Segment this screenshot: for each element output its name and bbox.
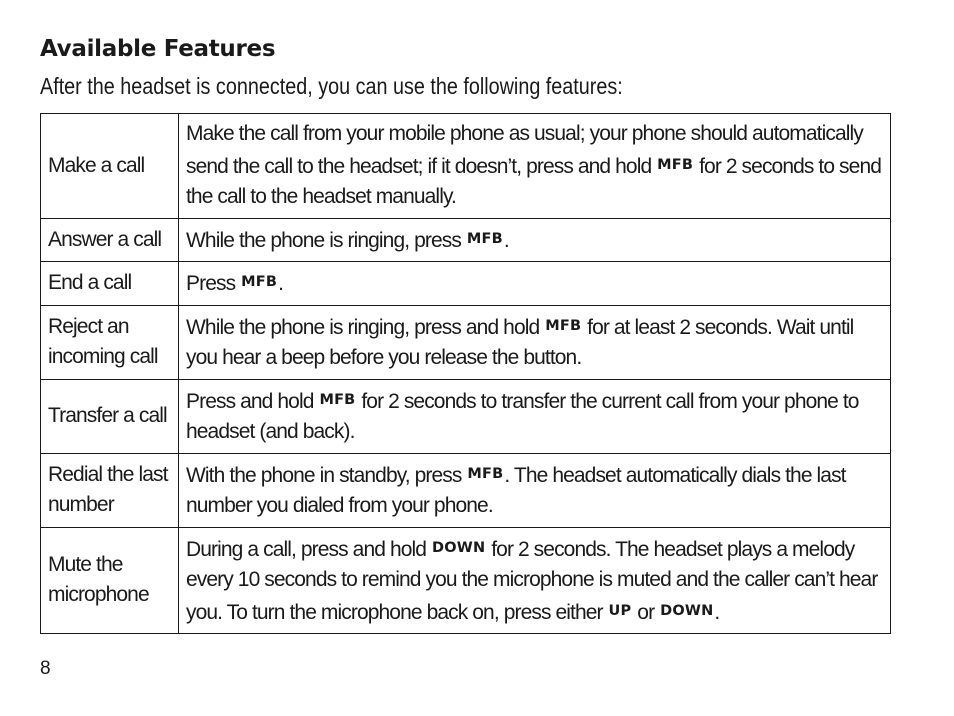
button-key-label: MFB (545, 317, 582, 334)
description-text: While the phone is ringing, press (186, 228, 466, 252)
table-row (41, 114, 891, 219)
feature-description (179, 114, 891, 219)
features-table-body (41, 114, 891, 634)
description-text: for 2 seconds. The headset plays a melody every 10 seconds to remind you the microphone is muted and the caller can’t hear you. To turn the microphone back on, press either (186, 537, 878, 624)
feature-name: End a call (41, 262, 179, 306)
button-key-label: MFB (319, 391, 356, 408)
feature-description (179, 262, 891, 306)
page-intro: After the headset is connected, you can use the following features: (40, 73, 623, 99)
feature-name: Answer a call (41, 218, 179, 262)
feature-description (179, 379, 891, 453)
description-text: Press (186, 272, 241, 295)
description-text: . (714, 600, 720, 624)
description-text: Make the call from your mobile phone as usual; your phone should automatically send the call to the headset; if it doesn’t, press and hold (186, 122, 863, 178)
features-table (40, 113, 891, 634)
page-number: 8 (40, 658, 51, 679)
description-text: or (632, 600, 660, 624)
description-text: for 2 seconds to transfer the current call from your phone to headset (and back). (186, 389, 859, 443)
description-text: Press and hold (186, 389, 319, 413)
feature-name: Redial the last number (41, 453, 179, 527)
button-key-label: DOWN (660, 602, 714, 619)
description-text: for at least 2 seconds. Wait until you hear a beep before you release the button. (186, 315, 854, 369)
button-key-label: MFB (467, 465, 504, 482)
button-key-label: MFB (466, 230, 503, 247)
table-row (41, 527, 891, 634)
feature-name: Reject an incoming call (41, 305, 179, 379)
description-text: for 2 seconds to send the call to the headset manually. (186, 154, 881, 208)
button-key-label: DOWN (432, 539, 486, 556)
description-text: With the phone in standby, press (186, 463, 467, 487)
feature-description (179, 305, 891, 379)
feature-description (179, 218, 891, 262)
table-row (41, 305, 891, 379)
button-key-label: MFB (657, 156, 694, 173)
description-text: During a call, press and hold (186, 537, 431, 561)
table-row (41, 218, 891, 262)
table-row (41, 379, 891, 453)
description-text: . (278, 272, 284, 295)
feature-description (179, 453, 891, 527)
button-key-label: UP (608, 602, 632, 619)
description-text: While the phone is ringing, press and hold (186, 315, 545, 339)
description-text: . The headset automatically dials the last number you dialed from your phone. (186, 463, 846, 517)
feature-name: Mute the microphone (41, 527, 179, 634)
feature-description (179, 527, 891, 634)
button-key-label: MFB (241, 274, 278, 290)
feature-name: Make a call (41, 114, 179, 219)
table-row (41, 262, 891, 306)
feature-name: Transfer a call (41, 379, 179, 453)
page-title: Available Features (40, 36, 276, 62)
table-row (41, 453, 891, 527)
description-text: . (503, 228, 509, 252)
